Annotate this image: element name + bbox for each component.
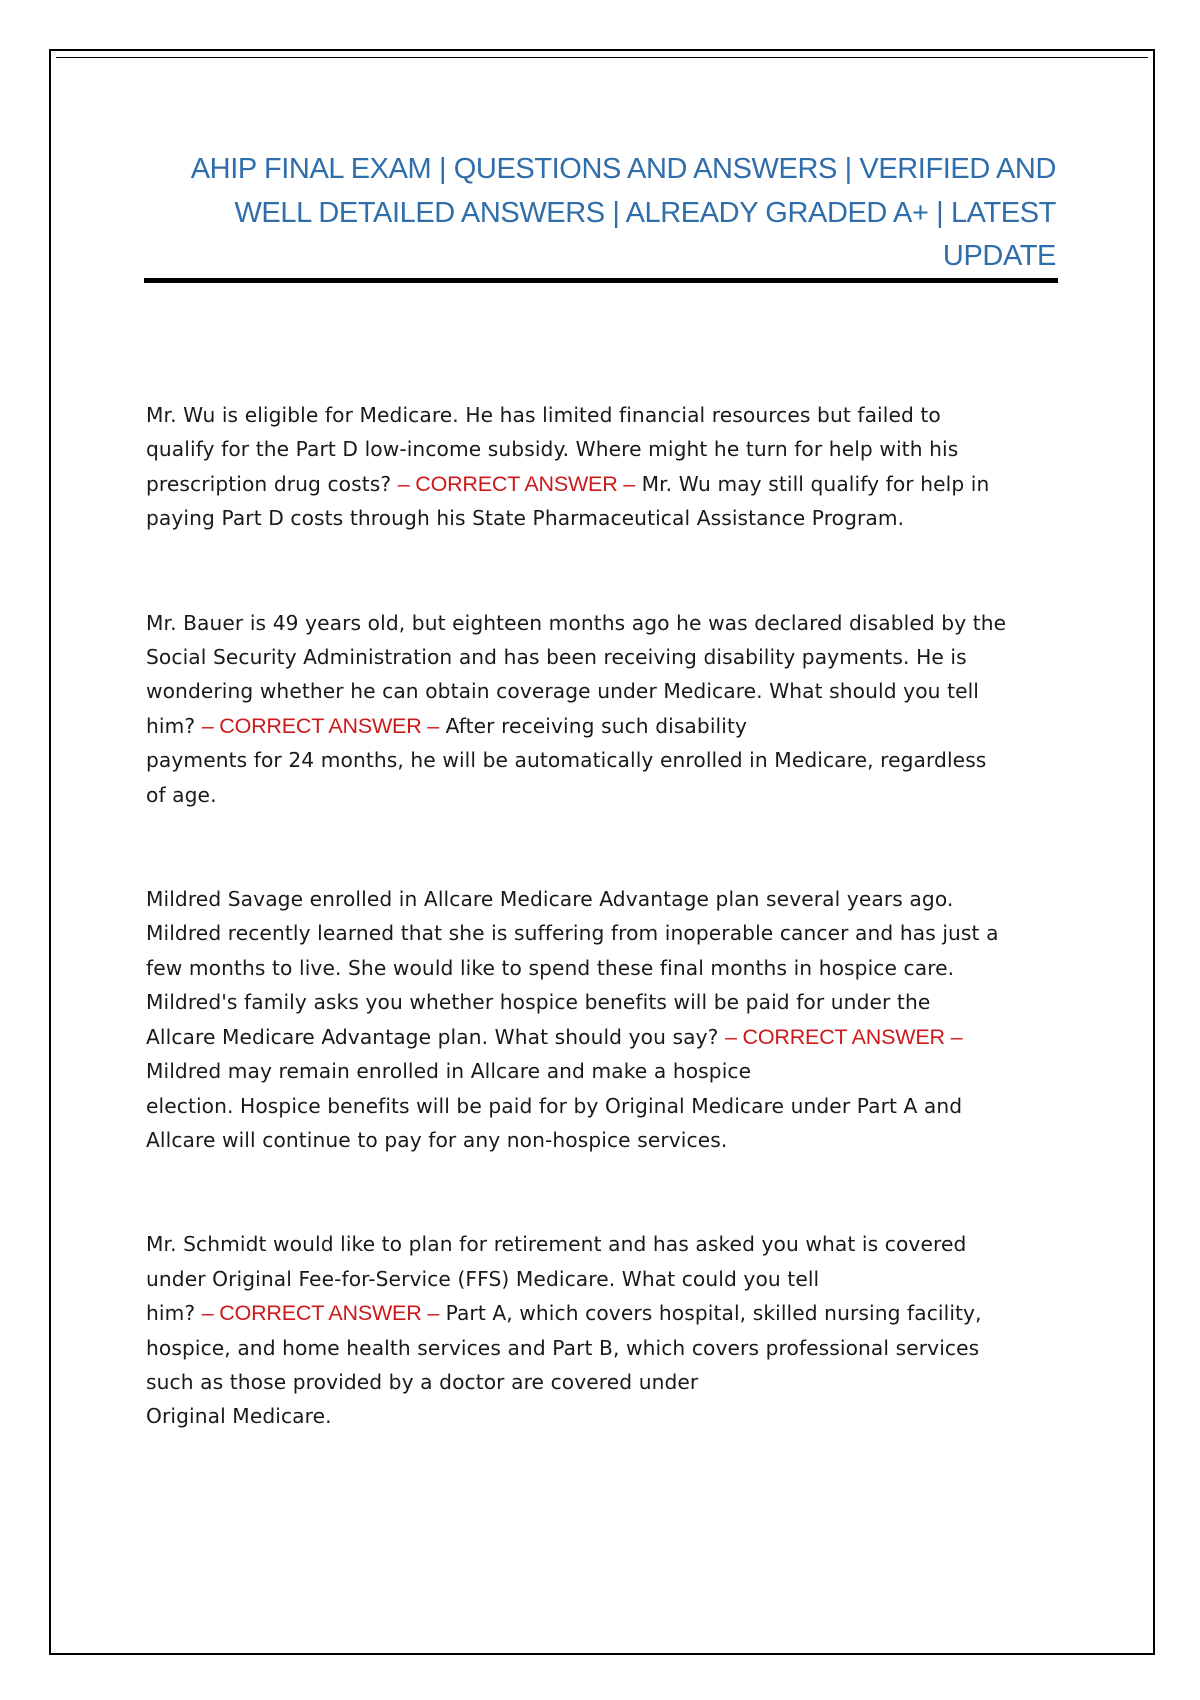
- question-line: Mildred's family asks you whether hospice benefits will be paid for under the: [146, 990, 931, 1015]
- answer-line: paying Part D costs through his State Pharmaceutical Assistance Program.: [146, 506, 905, 531]
- title-line: UPDATE: [942, 240, 1056, 272]
- answer-line: of age.: [146, 782, 217, 807]
- question-line: Mildred Savage enrolled in Allcare Medicare Advantage plan several years ago.: [146, 887, 954, 912]
- question-text: him?: [146, 1301, 196, 1326]
- answer-text: Part A, which covers hospital, skilled nursing facility,: [445, 1301, 982, 1326]
- answer-line: Mildred may remain enrolled in Allcare and make a hospice: [146, 1059, 752, 1084]
- qa-list: [146, 398, 1066, 1504]
- question-text: Allcare Medicare Advantage plan. What should you say?: [146, 1024, 719, 1049]
- answer-line: payments for 24 months, he will be automatically enrolled in Medicare, regardless: [146, 748, 987, 773]
- answer-line: Original Medicare.: [146, 1404, 332, 1429]
- answer-text: After receiving such disability: [445, 713, 748, 738]
- question-text: him?: [146, 713, 196, 738]
- correct-answer-tag: – CORRECT ANSWER –: [397, 471, 636, 496]
- qa-item: [146, 606, 1066, 812]
- qa-item: [146, 882, 1066, 1157]
- correct-answer-tag: – CORRECT ANSWER –: [201, 713, 440, 738]
- correct-answer-tag: – CORRECT ANSWER –: [725, 1024, 963, 1049]
- answer-text: Mr. Wu may still qualify for help in: [641, 471, 990, 496]
- question-line: Mildred recently learned that she is suffering from inoperable cancer and has just a: [146, 921, 999, 946]
- question-answer-line: [146, 709, 1066, 743]
- question-line: Social Security Administration and has been receiving disability payments. He is: [146, 645, 967, 670]
- question-answer-line: [146, 467, 1066, 501]
- document-title: [144, 148, 1056, 279]
- answer-line: such as those provided by a doctor are covered under: [146, 1369, 699, 1394]
- qa-item: [146, 1227, 1066, 1433]
- question-line: qualify for the Part D low-income subsidy. Where might he turn for help with his: [146, 437, 959, 462]
- answer-line: hospice, and home health services and Part B, which covers professional services: [146, 1335, 980, 1360]
- question-answer-line: [146, 1020, 1066, 1054]
- answer-line: Allcare will continue to pay for any non-hospice services.: [146, 1127, 728, 1152]
- correct-answer-tag: – CORRECT ANSWER –: [201, 1301, 440, 1326]
- question-line: Mr. Schmidt would like to plan for retirement and has asked you what is covered: [146, 1232, 967, 1257]
- qa-item: [146, 398, 1066, 536]
- title-line: AHIP FINAL EXAM | QUESTIONS AND ANSWERS | VERIFIED AND: [190, 153, 1056, 185]
- question-line: wondering whether he can obtain coverage under Medicare. What should you tell: [146, 679, 980, 704]
- page-top-rule: [56, 57, 1148, 58]
- title-underline: [144, 278, 1058, 283]
- question-text: prescription drug costs?: [146, 471, 392, 496]
- question-line: under Original Fee-for-Service (FFS) Medicare. What could you tell: [146, 1266, 820, 1291]
- title-line: WELL DETAILED ANSWERS | ALREADY GRADED A+ | LATEST: [234, 196, 1056, 229]
- question-answer-line: [146, 1296, 1066, 1330]
- question-line: Mr. Wu is eligible for Medicare. He has limited financial resources but failed to: [146, 403, 941, 427]
- answer-line: election. Hospice benefits will be paid for by Original Medicare under Part A and: [146, 1093, 963, 1118]
- question-line: few months to live. She would like to spend these final months in hospice care.: [146, 955, 955, 980]
- question-line: Mr. Bauer is 49 years old, but eighteen months ago he was declared disabled by the: [146, 610, 1007, 635]
